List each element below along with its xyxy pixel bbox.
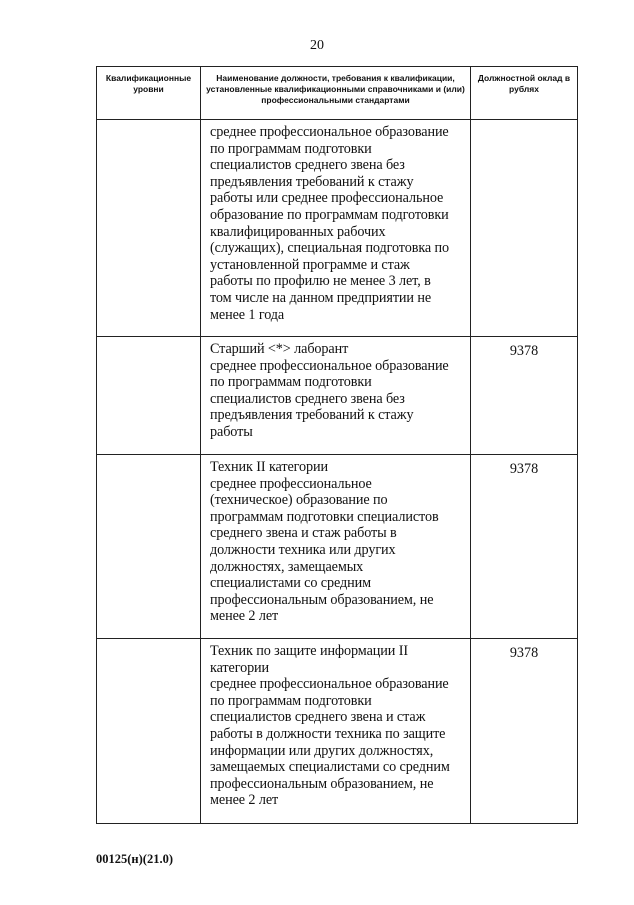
table-row xyxy=(97,455,578,639)
header-position-requirements: Наименование должности, требования к квалификации, установленные квалификационными справочниками и (или) профессиональными стандартами xyxy=(201,67,471,120)
salary-cell xyxy=(471,120,578,337)
salary-cell xyxy=(471,337,578,455)
salary-value: 9378 xyxy=(509,343,539,359)
position-requirements-cell xyxy=(201,337,471,455)
salary-cell xyxy=(471,639,578,824)
page-number: 20 xyxy=(310,38,324,53)
salary-value xyxy=(471,120,577,126)
salary-cell xyxy=(471,455,578,639)
position-text: Техник по защите информации II категории среднее профессиональное образование по программам подготовки специалистов среднего звена и стаж работы в должности техника по защите информации или других должностях, замещаемых специалистами со средним профессиональным образованием, не менее 2 лет xyxy=(210,643,450,809)
salary-value: 9378 xyxy=(509,645,539,661)
header-salary: Должностной оклад в рублях xyxy=(471,67,578,120)
position-text: Техник II категории среднее профессиональное (техническое) образование по программам подготовки специалистов среднего звена и стаж работы в должности техника или других должностях, замещаемых специалистами со средним профессиональным образованием, не менее 2 лет xyxy=(210,459,439,625)
qualification-level-cell xyxy=(97,639,201,824)
qualification-level-cell xyxy=(97,120,201,337)
table-row xyxy=(97,120,578,337)
table-row xyxy=(97,639,578,824)
position-requirements-cell xyxy=(201,639,471,824)
position-text: среднее профессиональное образование по программам подготовки специалистов среднего звена без предъявления требований к стажу работы или среднее профессиональное образование по программам подготовки квалифицированных рабочих (служащих), специальная подготовка по установленной программе и стаж работы по профилю не менее 3 лет, в том числе на данном предприятии не менее 1 года xyxy=(210,124,450,323)
document-code: 00125(н)(21.0) xyxy=(96,852,173,866)
position-requirements-cell xyxy=(201,455,471,639)
position-text: Старший <*> лаборант среднее профессиональное образование по программам подготовки специалистов среднего звена без предъявления требований к стажу работы xyxy=(210,341,449,440)
table-header-row xyxy=(97,67,578,120)
salary-value: 9378 xyxy=(509,461,539,477)
header-qualification-levels: Квалификационные уровни xyxy=(97,67,201,120)
qualification-level-cell xyxy=(97,455,201,639)
qualification-level-cell xyxy=(97,337,201,455)
position-requirements-cell xyxy=(201,120,471,337)
qualification-table xyxy=(96,66,578,824)
table-row xyxy=(97,337,578,455)
